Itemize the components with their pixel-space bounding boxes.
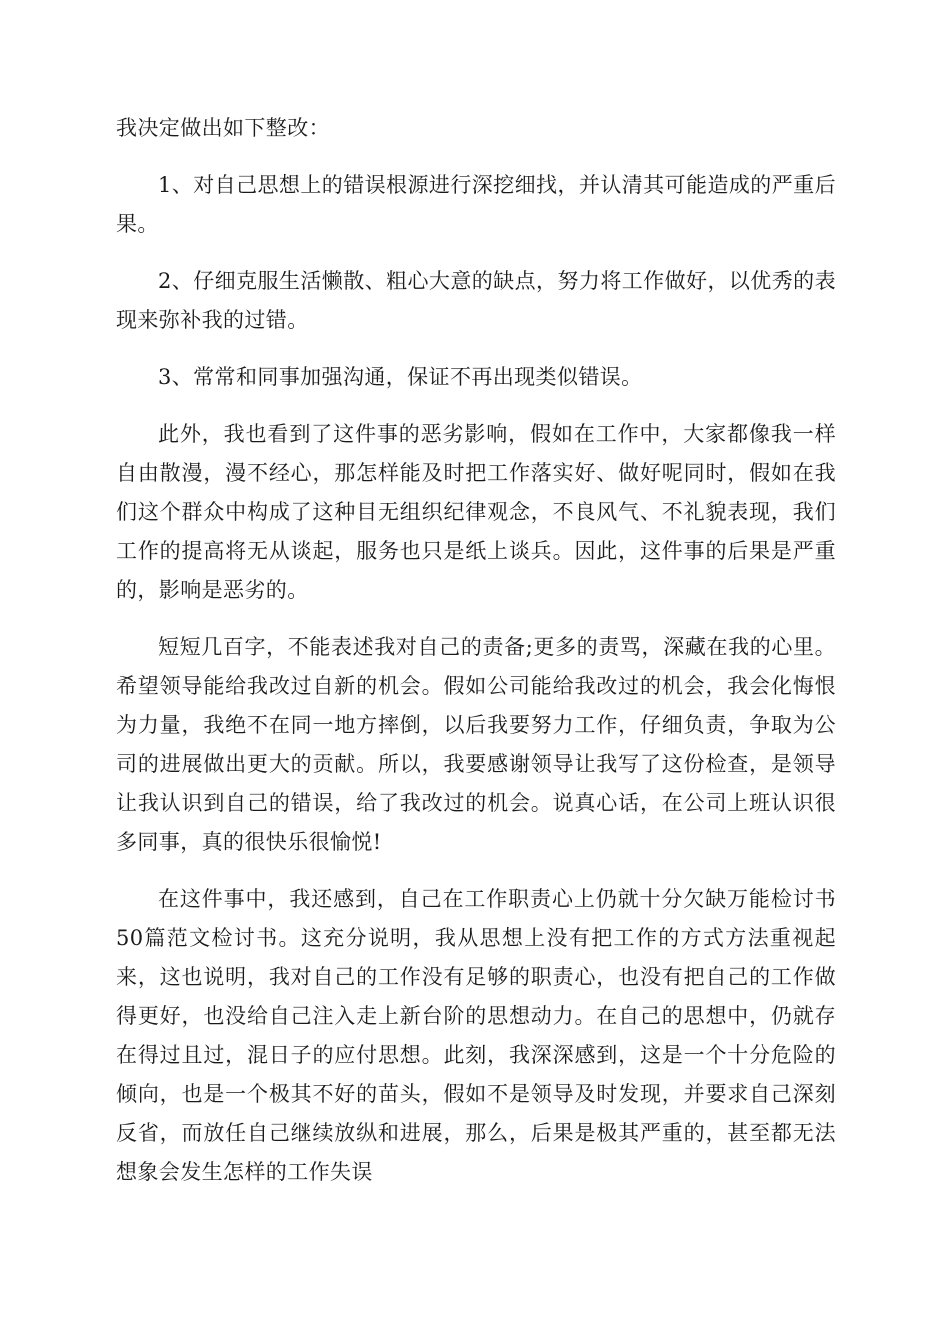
- paragraph-intro: 我决定做出如下整改：: [116, 116, 330, 140]
- document-body: [116, 109, 836, 1192]
- paragraph-item-3: 3、常常和同事加强沟通，保证不再出现类似错误。: [158, 365, 643, 389]
- paragraph-reflection: 在这件事中，我还感到，自己在工作职责心上仍就十分欠缺万能检讨书50篇范文检讨书。这充分说明，我从思想上没有把工作的方式方法重视起来，这也说明，我对自己的工作没有足够的职责心，也没有把自己的工作做得更好，也没给自己注入走上新台阶的思想动力。在自己的思想中，仍就存在得过且过，混日子的应付思想。此刻，我深深感到，这是一个十分危险的倾向，也是一个极其不好的苗头，假如不是领导及时发现，并要求自己深刻反省，而放任自己继续放纵和进展，那么，后果是极其严重的，甚至都无法想象会发生怎样的工作失误: [116, 887, 836, 1184]
- paragraph-impact: 此外，我也看到了这件事的恶劣影响，假如在工作中，大家都像我一样自由散漫，漫不经心，那怎样能及时把工作落实好、做好呢同时，假如在我们这个群众中构成了这种目无组织纪律观念，不良风气、不礼貌表现，我们工作的提高将无从谈起，服务也只是纸上谈兵。因此，这件事的后果是严重的，影响是恶劣的。: [116, 422, 836, 602]
- paragraph-apology: 短短几百字，不能表述我对自己的责备;更多的责骂，深藏在我的心里。希望领导能给我改过自新的机会。假如公司能给我改过的机会，我会化悔恨为力量，我绝不在同一地方摔倒，以后我要努力工作，仔细负责，争取为公司的进展做出更大的贡献。所以，我要感谢领导让我写了这份检查，是领导让我认识到自己的错误，给了我改过的机会。说真心话，在公司上班认识很多同事，真的很快乐很愉悦!: [116, 635, 836, 854]
- paragraph-item-1: 1、对自己思想上的错误根源进行深挖细找，并认清其可能造成的严重后果。: [116, 173, 836, 236]
- paragraph-item-2: 2、仔细克服生活懒散、粗心大意的缺点，努力将工作做好，以优秀的表现来弥补我的过错。: [116, 269, 836, 332]
